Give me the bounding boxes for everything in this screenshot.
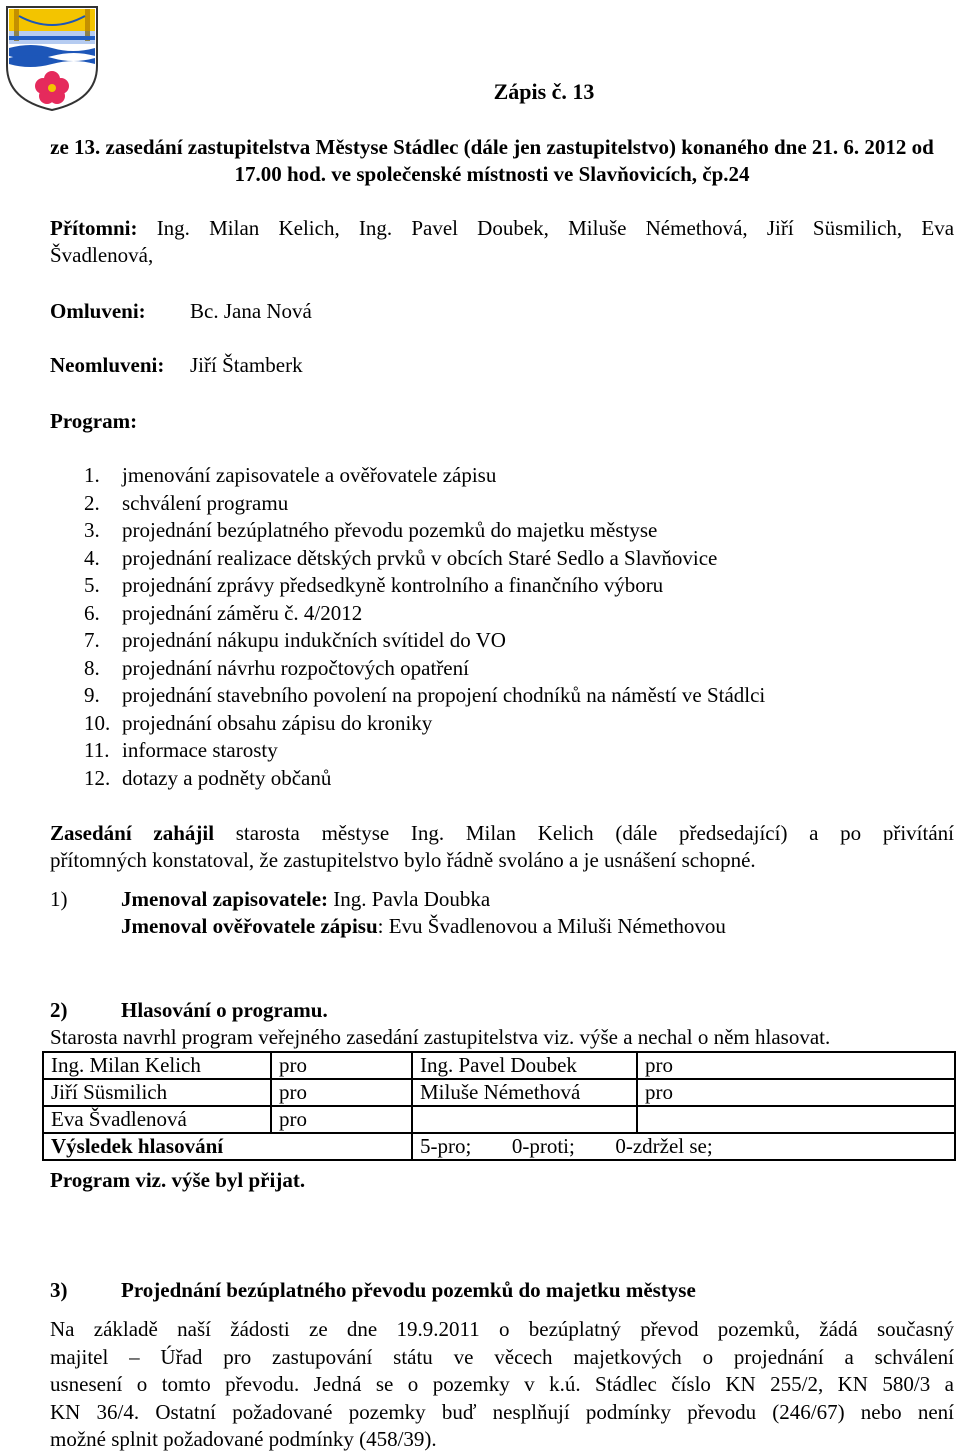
program-item-number: 2. [84,490,100,515]
program-item-number: 9. [84,683,100,707]
program-item-number: 4. [84,545,100,570]
section3-heading: Projednání bezúplatného převodu pozemků do majetku městyse [121,1278,696,1302]
excused-label: Omluveni: [50,299,146,323]
program-item-text: informace starosty [122,738,278,762]
program-item-text: projednání realizace dětských prvků v obcích Staré Sedlo a Slavňovice [122,545,718,570]
unexcused-value: Jiří Štamberk [190,353,303,377]
opening-line-1 [50,820,954,847]
member-name: Miluše Némethová [412,1079,637,1106]
program-item-text: schválení programu [122,490,289,515]
vote-row [43,1079,955,1106]
program-item [84,682,765,710]
program-item-number: 3. [84,518,100,542]
section3-line: KN 36/4. Ostatní požadované pozemky buď nesplňují podmínky převodu (246/67) nebo není [50,1399,954,1424]
verifier-value: : Evu Švadlenovou a Miluši Némethovou [377,914,726,938]
verifier-line [121,913,726,940]
member-vote: pro [637,1052,955,1079]
program-item [84,737,765,765]
program-item [84,517,765,545]
section3-line: usnesení o tomto převodu. Jedná se o pozemky v k.ú. Stádlec číslo KN 255/2, KN 580/3 a [50,1372,954,1396]
member-vote: pro [637,1079,955,1106]
recorder-label: Jmenoval zapisovatele: [121,887,329,911]
result-label: Výsledek hlasování [43,1133,271,1160]
program-item [84,627,765,655]
program-item [84,710,765,738]
program-item-text: projednání stavebního povolení na propojení chodníků na náměstí ve Stádlci [122,683,766,707]
section2-heading: Hlasování o programu. [121,998,328,1022]
verifier-label: Jmenoval ověřovatele zápisu [121,914,378,938]
vote-row [43,1106,955,1133]
program-item-text: projednání návrhu rozpočtových opatření [122,655,469,680]
recorder-value: Ing. Pavla Doubka [333,887,491,911]
member-vote: pro [271,1052,412,1079]
document-subtitle: ze 13. zasedání zastupitelstva Městyse Stádlec (dále jen zastupitelstvo) konaného dne 21. 6. 2012 od 17.00 hod. ve společenské místnosti ve Slavňovicích, čp.24 [50,135,934,186]
program-item-text: projednání záměru č. 4/2012 [122,600,363,625]
program-item-number: 8. [84,655,100,680]
section2-number: 2) [50,998,68,1022]
member-vote [637,1106,955,1133]
section1-number: 1) [50,887,68,911]
section3-number: 3) [50,1278,68,1302]
present-label: Přítomni: [50,216,138,240]
unexcused-label: Neomluveni: [50,353,165,377]
program-item-number: 7. [84,628,100,652]
program-item-text: projednání nákupu indukčních svítidel do VO [122,628,506,652]
program-accepted: Program viz. výše byl přijat. [50,1168,306,1192]
program-label: Program: [50,409,138,433]
program-list [84,462,765,792]
program-item [84,655,765,683]
recorder-line [121,886,490,913]
member-name: Jiří Süsmilich [43,1079,271,1106]
member-name: Eva Švadlenová [43,1106,271,1133]
program-item [84,545,765,573]
opening-line-1-text: starosta městyse Ing. Milan Kelich (dále předsedající) a po přivítání [235,821,954,845]
program-item-number: 11. [84,738,110,762]
result-values [412,1133,955,1160]
document-title: Zápis č. 13 [493,79,595,104]
result-for: 5-pro; [420,1134,472,1158]
section3-line: možné splnit požadované podmínky (458/39). [50,1427,437,1451]
member-name [412,1106,637,1133]
section3-line: Na základě naší žádosti ze dne 19.9.2011 o bezúplatný převod pozemků, žádá současný [50,1317,954,1341]
member-vote: pro [271,1079,412,1106]
program-item-text: projednání zprávy předsedkyně kontrolního a finančního výboru [122,573,664,597]
program-item-number: 12. [84,765,111,790]
present-line-1 [50,215,954,242]
vote-row [43,1052,955,1079]
program-item-text: dotazy a podněty občanů [122,765,332,790]
vote-result-row [43,1133,955,1160]
vote-table [42,1051,956,1161]
program-item-number: 5. [84,573,100,597]
member-name: Ing. Milan Kelich [43,1052,271,1079]
result-against: 0-proti; [511,1134,575,1158]
program-item [84,765,765,793]
opening-lead: Zasedání zahájil [50,821,215,845]
present-names: Ing. Milan Kelich, Ing. Pavel Doubek, Miluše Némethová, Jiří Süsmilich, Eva [156,216,955,240]
program-item-number: 10. [84,710,111,735]
program-item [84,600,765,628]
program-item-number: 1. [84,463,100,487]
present-line-2: Švadlenová, [50,243,154,267]
result-abstain: 0-zdržel se; [615,1134,713,1158]
program-item-text: projednání bezúplatného převodu pozemků do majetku městyse [122,518,658,542]
program-item [84,490,765,518]
program-item-text: projednání obsahu zápisu do kroniky [122,710,433,735]
program-item [84,462,765,490]
excused-value: Bc. Jana Nová [190,299,312,323]
program-item-text: jmenování zapisovatele a ověřovatele zápisu [122,463,497,487]
section2-intro: Starosta navrhl program veřejného zasedání zastupitelstva viz. výše a nechal o něm hlasovat. [50,1025,831,1049]
member-name: Ing. Pavel Doubek [412,1052,637,1079]
opening-line-2: přítomných konstatoval, že zastupitelstvo bylo řádně svoláno a je usnášení schopné. [50,848,756,872]
member-vote: pro [271,1106,412,1133]
section3-line: majitel – Úřad pro zastupování státu ve věcech majetkových o projednání a schválení [50,1344,954,1369]
program-item-number: 6. [84,600,100,625]
program-item [84,572,765,600]
